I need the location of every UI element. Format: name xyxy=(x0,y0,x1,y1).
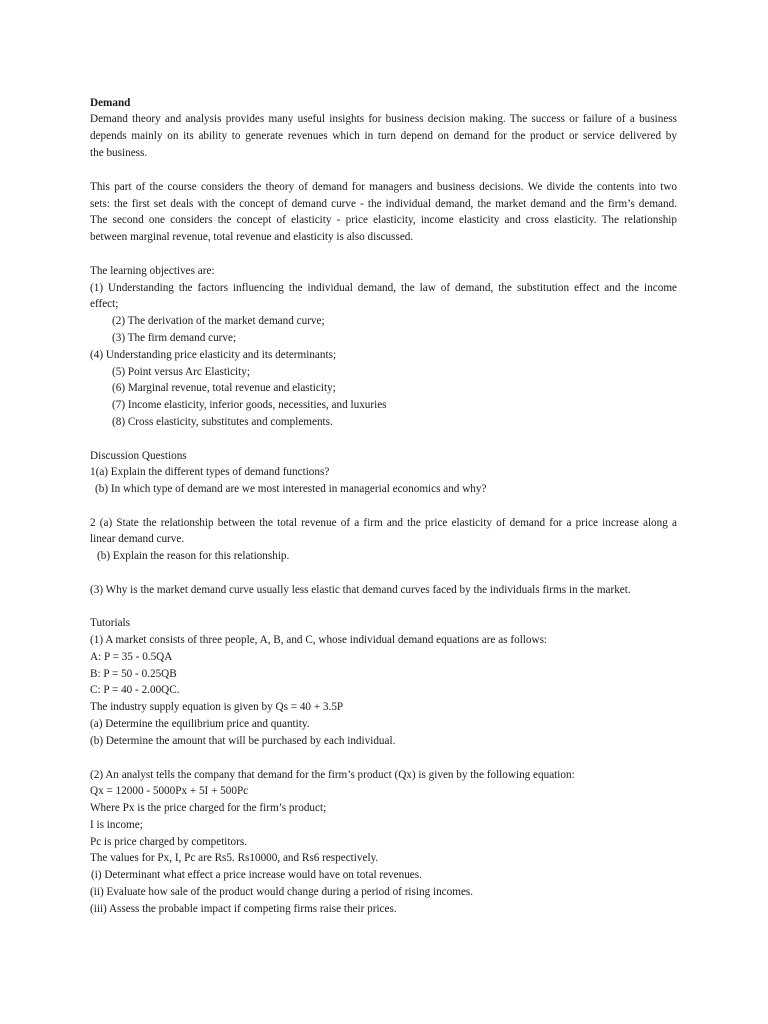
question-item: (3) Why is the market demand curve usually less elastic that demand curves faced by the individuals firms in the market. xyxy=(90,584,631,596)
tutorial-item: (a) Determine the equilibrium price and quantity. xyxy=(90,718,310,730)
paragraph-line: the business. xyxy=(90,147,148,159)
paragraph-line: depends mainly on its ability to generate revenues which in turn depend on demand for the product or service delivered by xyxy=(90,130,677,142)
tutorial-item: (b) Determine the amount that will be purchased by each individual. xyxy=(90,735,396,747)
objective-item: (1) Understanding the factors influencing the individual demand, the law of demand, the substitution effect and the income xyxy=(90,282,677,294)
objective-item: (3) The firm demand curve; xyxy=(112,332,237,344)
objective-item: (5) Point versus Arc Elasticity; xyxy=(112,366,250,378)
tutorials-title: Tutorials xyxy=(90,617,130,629)
question-item: 2 (a) State the relationship between the total revenue of a firm and the price elasticity of demand for a price increase along a xyxy=(90,517,677,529)
values-line: The values for Px, I, Pc are Rs5. Rs10000, and Rs6 respectively. xyxy=(90,852,379,864)
question-item: (b) Explain the reason for this relationship. xyxy=(97,550,290,562)
tutorial-item: (iii) Assess the probable impact if competing firms raise their prices. xyxy=(90,903,397,915)
equation-line: Qx = 12000 - 5000Px + 5I + 500Pc xyxy=(90,785,249,797)
objective-item: (7) Income elasticity, inferior goods, necessities, and luxuries xyxy=(112,399,387,411)
objective-item: effect; xyxy=(90,298,119,310)
paragraph-line: The second one considers the concept of elasticity - price elasticity, income elasticity and cross elasticity. The relationship xyxy=(90,214,677,226)
equation-line: The industry supply equation is given by Qs = 40 + 3.5P xyxy=(90,701,344,713)
tutorial-item: (i) Determinant what effect a price increase would have on total revenues. xyxy=(91,869,422,881)
question-item: 1(a) Explain the different types of demand functions? xyxy=(90,466,330,478)
tutorial-item: (ii) Evaluate how sale of the product would change during a period of rising incomes. xyxy=(90,886,474,898)
paragraph-line: Demand theory and analysis provides many useful insights for business decision making. The success or failure of a business xyxy=(90,113,677,125)
paragraph-line: This part of the course considers the theory of demand for managers and business decisions. We divide the contents into two xyxy=(90,181,677,193)
tutorial-item: (1) A market consists of three people, A, B, and C, whose individual demand equations are as follows: xyxy=(90,634,548,646)
objective-item: (2) The derivation of the market demand curve; xyxy=(112,315,325,327)
tutorial-item: (2) An analyst tells the company that demand for the firm’s product (Qx) is given by the following equation: xyxy=(90,769,575,781)
equation-line: B: P = 50 - 0.25QB xyxy=(90,668,177,680)
paragraph-line: sets: the first set deals with the concept of demand curve - the individual demand, the market demand and the firm’s demand. xyxy=(90,198,677,210)
definition-line: Where Px is the price charged for the firm’s product; xyxy=(90,802,327,814)
paragraph-line: between marginal revenue, total revenue and elasticity is also discussed. xyxy=(90,231,414,243)
equation-line: A: P = 35 - 0.5QA xyxy=(90,651,173,663)
discussion-title: Discussion Questions xyxy=(90,450,187,462)
objective-item: (8) Cross elasticity, substitutes and complements. xyxy=(112,416,333,428)
objective-item: (6) Marginal revenue, total revenue and elasticity; xyxy=(112,382,336,394)
equation-line: C: P = 40 - 2.00QC. xyxy=(90,684,180,696)
section-heading: Demand xyxy=(90,97,131,109)
question-item: linear demand curve. xyxy=(90,533,185,545)
question-item: (b) In which type of demand are we most interested in managerial economics and why? xyxy=(95,483,487,495)
objectives-title: The learning objectives are: xyxy=(90,265,215,277)
objective-item: (4) Understanding price elasticity and its determinants; xyxy=(90,349,337,361)
definition-line: Pc is price charged by competitors. xyxy=(90,836,247,848)
definition-line: I is income; xyxy=(90,819,143,831)
